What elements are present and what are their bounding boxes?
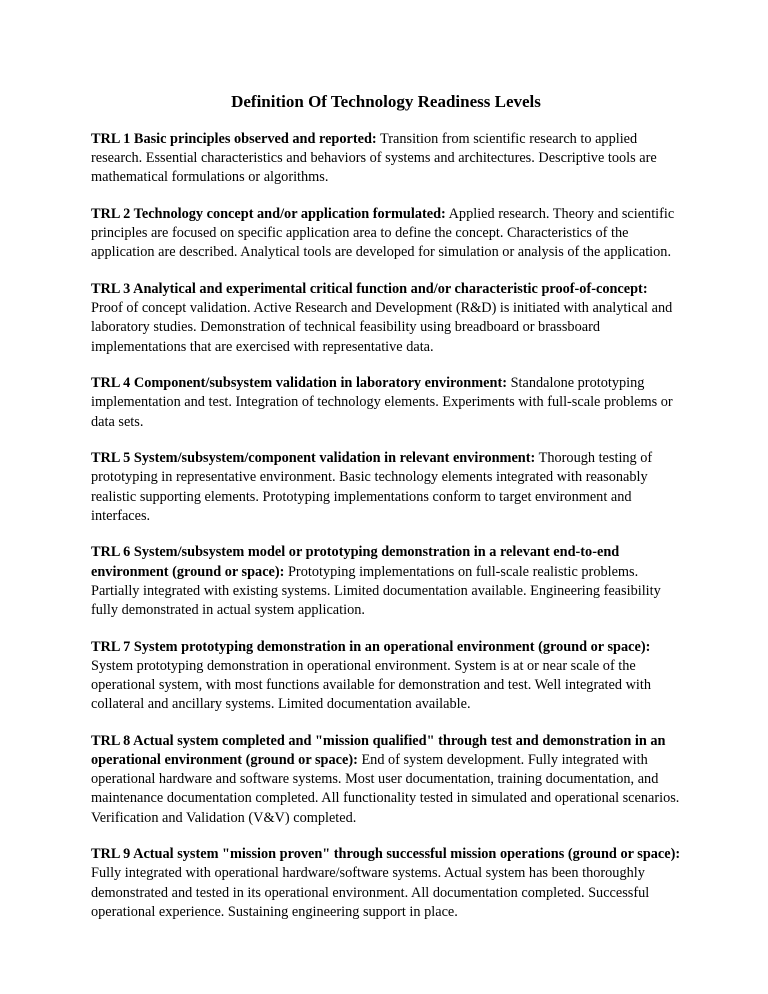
trl-4-heading: TRL 4 Component/subsystem validation in laboratory environment: <box>91 375 507 392</box>
trl-4-description: Standalone prototyping implementation and test. Integration of technology elements. Experiments with full-scale problems or data sets. <box>91 375 673 430</box>
trl-3-description: Proof of concept validation. Active Research and Development (R&D) is initiated with analytical and laboratory studies. Demonstration of technical feasibility using breadboard or brassboard implementations that are exercised with representative data. <box>91 300 673 355</box>
trl-9-description: Fully integrated with operational hardware/software systems. Actual system has been thoroughly demonstrated and tested in its operational environment. All documentation completed. Successful operational experience. Sustaining engineering support in place. <box>91 865 650 920</box>
trl-5-heading: TRL 5 System/subsystem/component validation in relevant environment: <box>91 450 536 467</box>
trl-8-description: End of system development. Fully integrated with operational hardware and software systems. Most user documentation, training documentation, and maintenance documentation completed. All functionality tested in simulated and operational scenarios. Verification and Validation (V&V) completed. <box>91 752 680 826</box>
trl-definitions-list <box>91 130 681 939</box>
trl-3-entry <box>91 280 681 357</box>
document-title: Definition Of Technology Readiness Levels <box>231 92 541 111</box>
trl-7-description: System prototyping demonstration in operational environment. System is at or near scale of the operational system, with most functions available for demonstration and test. Well integrated with collateral and ancillary systems. Limited documentation available. <box>91 657 652 713</box>
trl-1-heading: TRL 1 Basic principles observed and reported: <box>91 131 377 147</box>
trl-2-heading: TRL 2 Technology concept and/or application formulated: <box>91 206 446 222</box>
trl-3-heading: TRL 3 Analytical and experimental critical function and/or characteristic proof-of-concept: <box>91 281 648 297</box>
trl-1-description: Transition from scientific research to applied research. Essential characteristics and behaviors of systems and architectures. Descriptive tools are mathematical formulations or algorithms. <box>91 131 657 186</box>
trl-7-heading: TRL 7 System prototyping demonstration in an operational environment (ground or space): <box>91 638 651 655</box>
trl-6-description: Prototyping implementations on full-scale realistic problems. Partially integrated with existing systems. Limited documentation available. Engineering feasibility fully demonstrated in actual system application. <box>91 563 661 619</box>
trl-8-heading: TRL 8 Actual system completed and "mission qualified" through test and demonstration in an operational environment (ground or space): <box>91 732 666 769</box>
trl-2-description: Applied research. Theory and scientific principles are focused on specific application area to define the concept. Characteristics of the application are described. Analytical tools are developed for simulation or analysis of the application. <box>91 206 675 261</box>
trl-6-entry <box>91 543 681 620</box>
trl-9-heading: TRL 9 Actual system "mission proven" through successful mission operations (ground or space): <box>91 846 681 863</box>
trl-7-entry <box>91 638 681 715</box>
trl-1-entry <box>91 130 681 188</box>
trl-6-heading: TRL 6 System/subsystem model or prototyping demonstration in a relevant end-to-end environment (ground or space): <box>91 544 620 580</box>
trl-4-entry <box>91 374 681 432</box>
trl-8-entry <box>91 732 681 828</box>
trl-5-description: Thorough testing of prototyping in representative environment. Basic technology elements integrated with reasonably realistic supporting elements. Prototyping implementations conform to target environment and interfaces. <box>91 450 653 524</box>
trl-9-entry <box>91 845 681 922</box>
trl-5-entry <box>91 449 681 526</box>
trl-2-entry <box>91 205 681 263</box>
